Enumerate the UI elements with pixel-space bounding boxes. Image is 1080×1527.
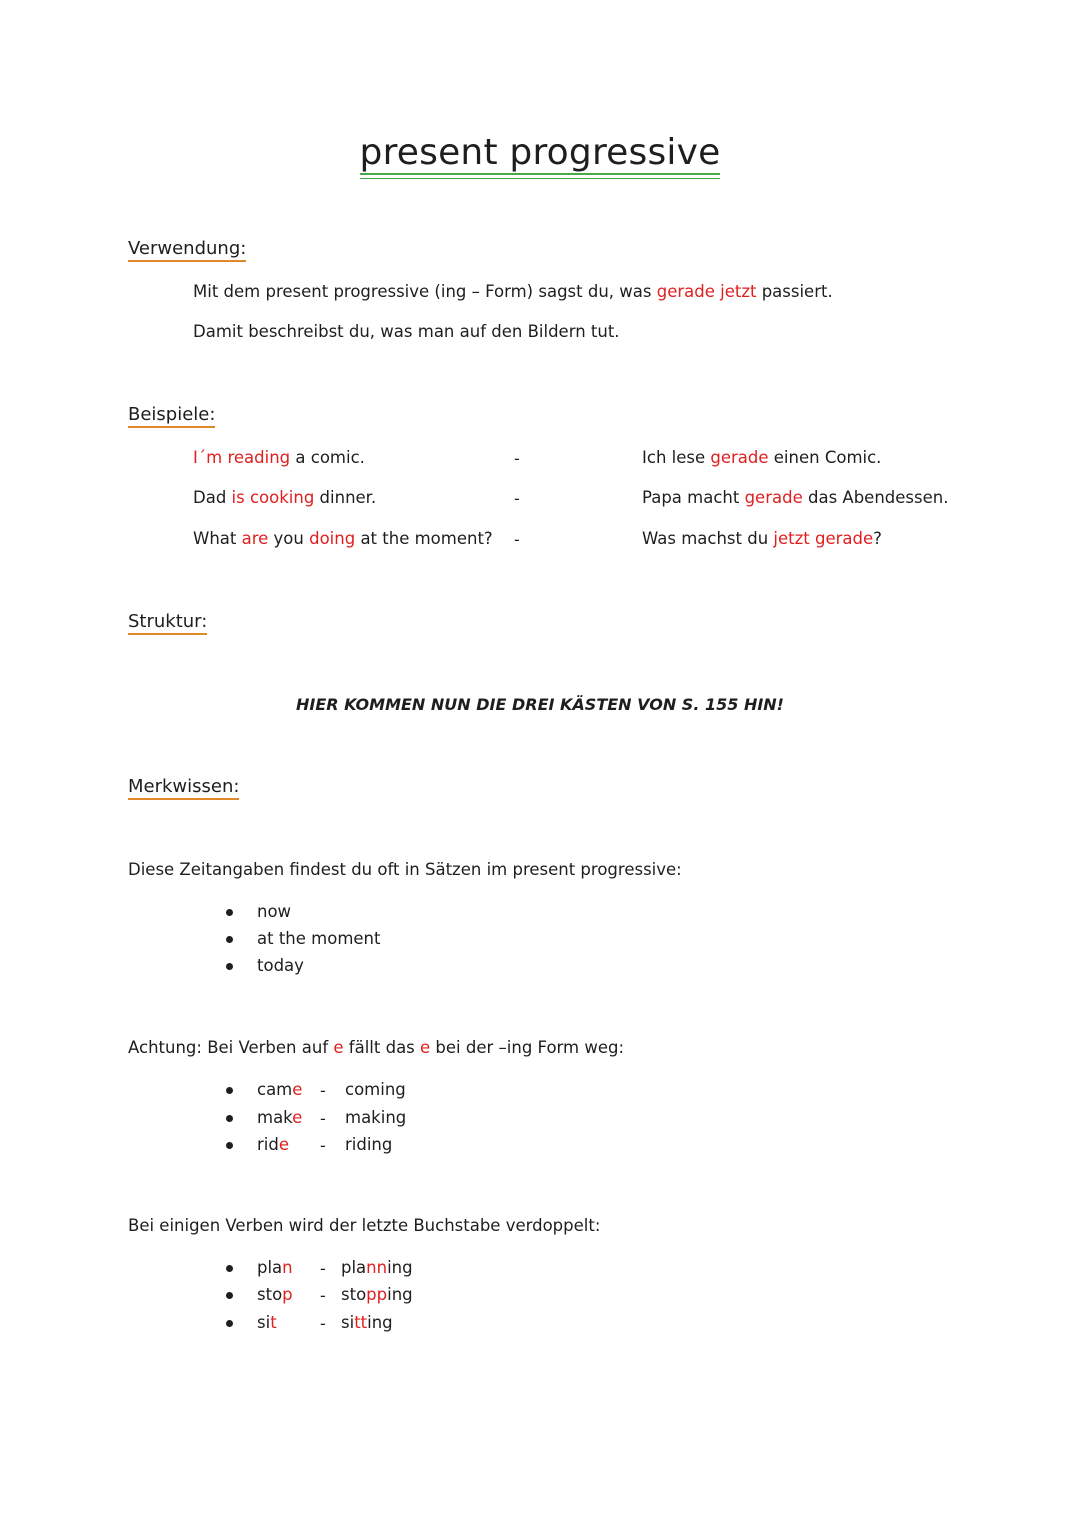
highlighted-text: p xyxy=(282,1285,293,1304)
e-verb-base xyxy=(257,1136,289,1154)
bullet-icon xyxy=(226,1265,233,1272)
double-verb-ing xyxy=(341,1314,393,1332)
e-verb-dash: - xyxy=(320,1109,326,1128)
text-segment: ing xyxy=(367,1313,393,1332)
text-segment: Dad xyxy=(193,488,232,507)
bullet-icon xyxy=(226,1292,233,1299)
highlighted-text: jetzt gerade xyxy=(773,529,874,548)
example-de-2 xyxy=(642,489,948,507)
heading-verwendung: Verwendung: xyxy=(128,239,246,262)
zeitangabe-item: now xyxy=(257,902,292,921)
highlighted-text: I´m xyxy=(193,448,223,467)
highlighted-text: is cooking xyxy=(231,488,315,507)
verwendung-line-1: Mit dem present progressive (ing – Form) sagst du, was gerade jetzt passiert. xyxy=(193,282,833,301)
highlighted-text: gerade xyxy=(710,448,769,467)
text-segment: einen Comic. xyxy=(768,448,882,467)
double-verb-ing xyxy=(341,1286,413,1304)
highlighted-text: pp xyxy=(366,1285,388,1304)
double-verb-dash: - xyxy=(320,1259,326,1278)
text-segment: dinner. xyxy=(314,488,377,507)
heading-beispiele: Beispiele: xyxy=(128,405,215,428)
double-verb-base xyxy=(257,1314,277,1332)
text-segment: What xyxy=(193,529,242,548)
highlighted-text: e xyxy=(420,1038,431,1057)
double-letter-intro: Bei einigen Verben wird der letzte Buchstabe verdoppelt: xyxy=(128,1216,601,1235)
text-segment: a comic. xyxy=(290,448,365,467)
zeitangaben-intro: Diese Zeitangaben findest du oft in Sätzen im present progressive: xyxy=(128,860,682,879)
bullet-icon xyxy=(226,1320,233,1327)
e-verb-dash: - xyxy=(320,1081,326,1100)
bullet-icon xyxy=(226,1142,233,1149)
heading-merkwissen: Merkwissen: xyxy=(128,777,239,800)
zeitangabe-item: at the moment xyxy=(257,929,381,948)
e-verb-dash: - xyxy=(320,1136,326,1155)
text-segment: ing xyxy=(387,1285,413,1304)
double-verb-base xyxy=(257,1286,293,1304)
highlighted-text: tt xyxy=(354,1313,368,1332)
heading-struktur: Struktur: xyxy=(128,612,207,635)
example-dash-3: - xyxy=(514,530,520,549)
highlighted-text: t xyxy=(270,1313,277,1332)
text-segment: you xyxy=(268,529,310,548)
zeitangabe-item: today xyxy=(257,956,304,975)
text-segment: bei der –ing Form weg: xyxy=(430,1038,625,1057)
text-segment: rid xyxy=(257,1135,279,1154)
text-segment: sto xyxy=(257,1285,283,1304)
text-segment: cam xyxy=(257,1080,293,1099)
verwendung-line-2: Damit beschreibst du, was man auf den Bildern tut. xyxy=(193,322,620,341)
highlighted-text: reading xyxy=(227,448,291,467)
text-segment: at the moment? xyxy=(355,529,493,548)
struktur-notice: HIER KOMMEN NUN DIE DREI KÄSTEN VON S. 155 HIN! xyxy=(296,695,784,714)
text-segment: mak xyxy=(257,1108,293,1127)
text-segment: pla xyxy=(257,1258,283,1277)
example-de-3 xyxy=(642,530,882,548)
example-en-1 xyxy=(193,449,365,467)
e-verb-ing: riding xyxy=(345,1135,393,1154)
example-de-1 xyxy=(642,449,881,467)
text-segment: ing xyxy=(387,1258,413,1277)
double-verb-ing xyxy=(341,1259,413,1277)
e-verb-ing: making xyxy=(345,1108,407,1127)
example-dash-1: - xyxy=(514,449,520,468)
highlighted-text: e xyxy=(278,1135,289,1154)
page-title: present progressive xyxy=(359,132,721,173)
highlighted-text: doing xyxy=(309,529,356,548)
text-segment: fällt das xyxy=(343,1038,421,1057)
text-segment: si xyxy=(341,1313,355,1332)
text-segment: Was machst du xyxy=(642,529,774,548)
e-verb-base xyxy=(257,1081,302,1099)
e-verb-base xyxy=(257,1109,302,1127)
double-verb-dash: - xyxy=(320,1314,326,1333)
text-segment: Papa macht xyxy=(642,488,745,507)
bullet-icon xyxy=(226,963,233,970)
achtung-note xyxy=(128,1039,624,1057)
text-segment: Achtung: Bei Verben auf xyxy=(128,1038,334,1057)
highlighted-text: nn xyxy=(366,1258,388,1277)
example-dash-2: - xyxy=(514,489,520,508)
text-segment: Ich lese xyxy=(642,448,711,467)
text-segment: sto xyxy=(341,1285,367,1304)
example-en-2 xyxy=(193,489,376,507)
highlighted-text: e xyxy=(333,1038,344,1057)
bullet-icon xyxy=(226,909,233,916)
e-verb-ing: coming xyxy=(345,1080,406,1099)
highlighted-text: e xyxy=(292,1080,303,1099)
double-verb-dash: - xyxy=(320,1286,326,1305)
highlighted-text: e xyxy=(292,1108,303,1127)
text-segment: pla xyxy=(341,1258,367,1277)
text-segment: si xyxy=(257,1313,271,1332)
highlighted-text: are xyxy=(241,529,269,548)
text-segment: das Abendessen. xyxy=(802,488,949,507)
highlighted-text: n xyxy=(282,1258,293,1277)
example-en-3 xyxy=(193,530,493,548)
text-segment: ? xyxy=(873,529,882,548)
bullet-icon xyxy=(226,1115,233,1122)
double-verb-base xyxy=(257,1259,293,1277)
bullet-icon xyxy=(226,1087,233,1094)
highlighted-text: gerade xyxy=(744,488,803,507)
bullet-icon xyxy=(226,936,233,943)
